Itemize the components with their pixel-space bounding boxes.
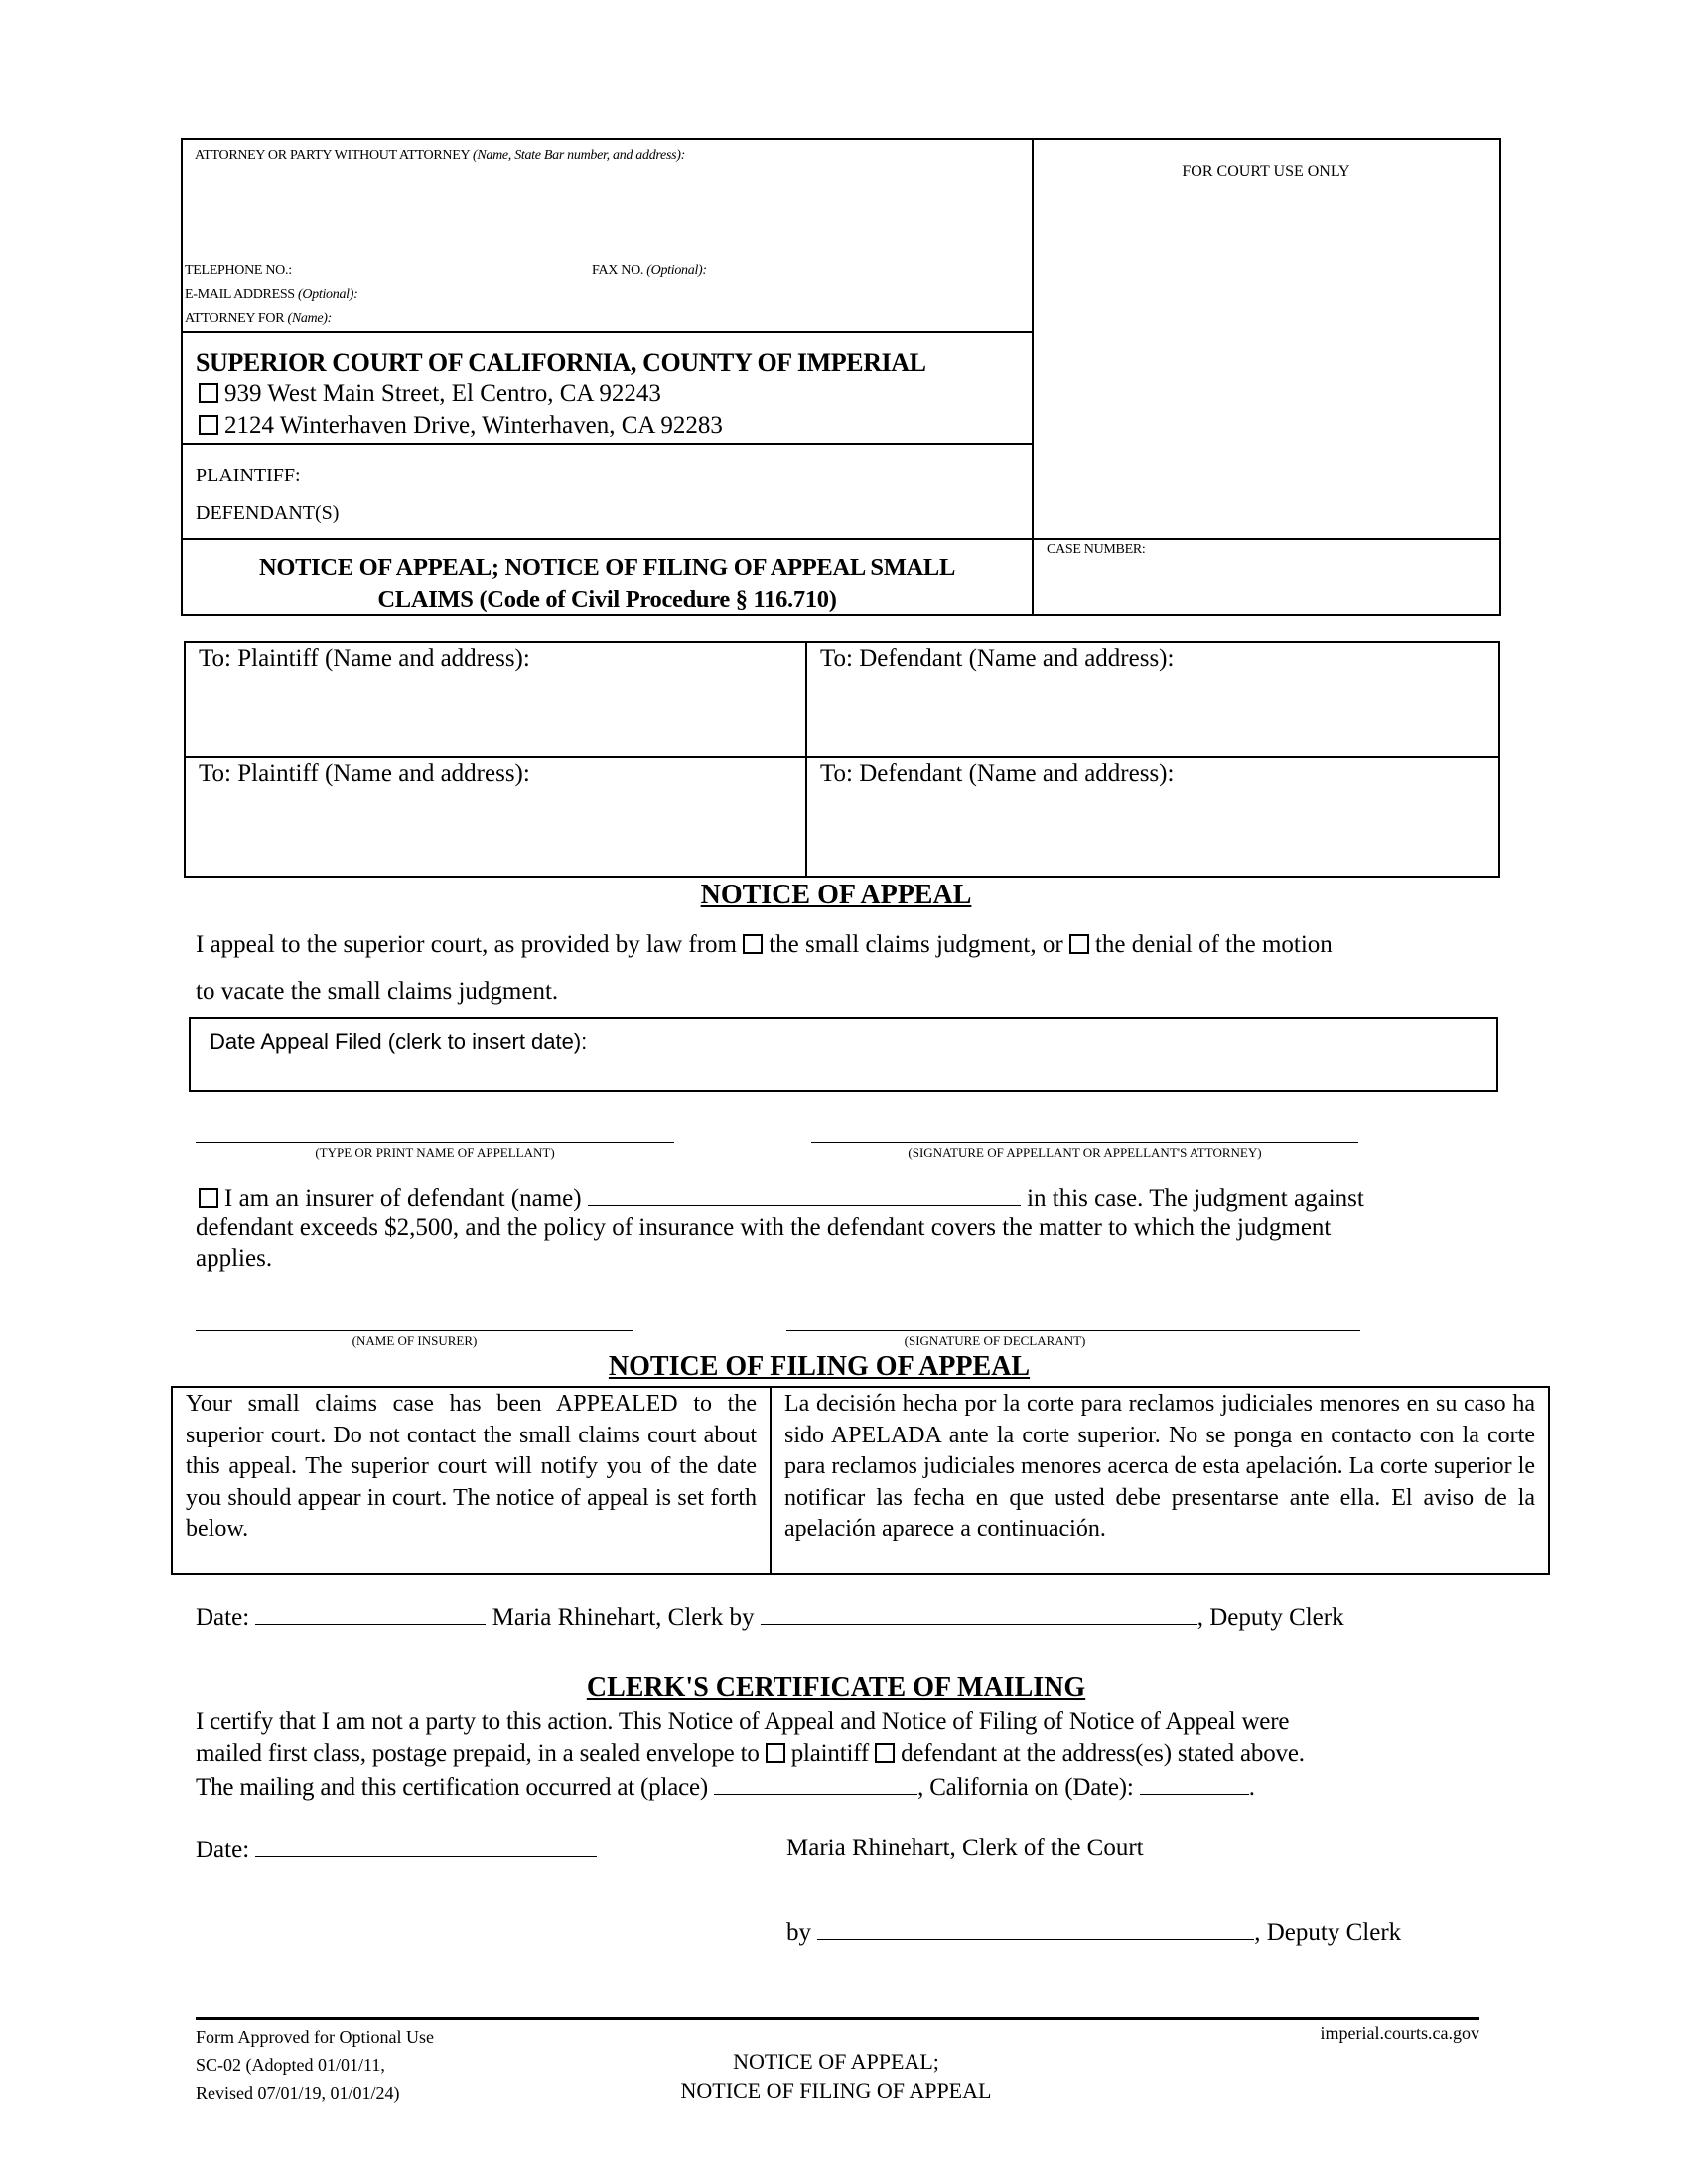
clerk-signature-row xyxy=(196,1602,1344,1632)
insurer-statement-line: defendant exceeds $2,500, and the policy of insurance with the defendant covers the matter to which the judgment xyxy=(196,1214,1332,1241)
defendant-label: DEFENDANT(S) xyxy=(196,502,340,524)
label: E-MAIL ADDRESS xyxy=(185,287,295,302)
form-info xyxy=(196,2023,434,2107)
certificate-line xyxy=(196,1740,1305,1768)
court-address-option-2[interactable] xyxy=(199,412,723,440)
insurer-statement-line: applies. xyxy=(196,1245,273,1272)
form-title-line: NOTICE OF APPEAL; NOTICE OF FILING OF APPEAL SMALL xyxy=(258,554,955,581)
notice-spanish: La decisión hecha por la corte para reclamos judiciales menores en su caso ha sido APELADA ante la corte superior. No se ponga en contacto con la corte para reclamos judiciales menores acerca de esta apelación. La corte superior le notificar las fecha en que usted debe presentarse ante ella. El aviso de la apelación aparece a continuación. xyxy=(784,1391,1535,1542)
date-field[interactable] xyxy=(255,1602,486,1625)
text: Maria Rhinehart, Clerk by xyxy=(492,1604,755,1631)
label: plaintiff xyxy=(790,1740,870,1767)
label: Date: xyxy=(196,1604,250,1631)
text: , California on (Date): xyxy=(917,1774,1134,1801)
attorney-for-field[interactable] xyxy=(185,311,332,327)
court-address-option-1[interactable] xyxy=(199,380,661,408)
appeal-statement xyxy=(196,931,1333,959)
label: ATTORNEY FOR xyxy=(185,311,285,326)
court-use-label: FOR COURT USE ONLY xyxy=(1182,163,1350,180)
defendant-address-field-2[interactable]: To: Defendant (Name and address): xyxy=(820,760,1175,787)
sig-label: (NAME OF INSURER) xyxy=(352,1333,478,1348)
label: CASE NUMBER: xyxy=(1047,542,1146,557)
text: by xyxy=(786,1919,811,1946)
notice-of-appeal-heading: NOTICE OF APPEAL xyxy=(700,880,972,910)
mailing-date-field[interactable] xyxy=(1140,1772,1249,1795)
footer-line: SC-02 (Adopted 01/01/11, xyxy=(196,2055,385,2075)
deputy-signature-field[interactable] xyxy=(761,1602,1197,1625)
place-field[interactable] xyxy=(714,1772,917,1795)
label: defendant at the address(es) stated above. xyxy=(901,1740,1305,1767)
label: the denial of the motion xyxy=(1094,931,1333,958)
text: I appeal to the superior court, as provided by law from xyxy=(196,931,737,958)
label: TELEPHONE NO.: xyxy=(185,263,292,278)
divider xyxy=(184,756,1500,758)
notice-english: Your small claims case has been APPEALED to the superior court. Do not contact the small claims court about this appeal. The superior court will notify you of the date you should appear in court. The notice of appeal is set forth below. xyxy=(186,1391,757,1542)
text: in this case. The judgment against xyxy=(1027,1185,1364,1212)
footer-line: Form Approved for Optional Use xyxy=(196,2027,434,2047)
divider xyxy=(770,1386,772,1575)
fax-field[interactable] xyxy=(592,263,707,279)
hint: (Optional): xyxy=(646,263,707,278)
divider xyxy=(805,641,807,878)
footer-website: imperial.courts.ca.gov xyxy=(1320,2023,1479,2043)
checkbox[interactable] xyxy=(199,383,218,403)
insurer-checkbox[interactable] xyxy=(199,1188,218,1208)
defendant-address-field-1[interactable]: To: Defendant (Name and address): xyxy=(820,645,1175,672)
date-appeal-filed-label: Date Appeal Filed (clerk to insert date): xyxy=(210,1029,588,1054)
telephone-field[interactable] xyxy=(185,263,292,279)
text: mailed first class, postage prepaid, in a sealed envelope to xyxy=(196,1740,760,1767)
clerk-of-court: Maria Rhinehart, Clerk of the Court xyxy=(786,1835,1144,1861)
label: Date: xyxy=(196,1837,250,1863)
denial-of-motion-checkbox[interactable] xyxy=(1069,934,1089,954)
caption-divider xyxy=(1032,138,1034,616)
appellant-name-line[interactable] xyxy=(196,1142,674,1143)
plaintiff-address-field-1[interactable]: To: Plaintiff (Name and address): xyxy=(199,645,530,672)
label: 2124 Winterhaven Drive, Winterhaven, CA 92283 xyxy=(224,412,723,439)
form-title-line: CLAIMS (Code of Civil Procedure § 116.710) xyxy=(377,586,837,613)
label: FAX NO. xyxy=(592,263,644,278)
certificate-line xyxy=(196,1772,1255,1802)
notice-of-filing-heading: NOTICE OF FILING OF APPEAL xyxy=(608,1351,1031,1382)
plaintiff-checkbox[interactable] xyxy=(766,1743,785,1763)
certificate-date-row xyxy=(196,1835,597,1864)
certificate-heading: CLERK'S CERTIFICATE OF MAILING xyxy=(586,1672,1086,1703)
insurer-name-field[interactable] xyxy=(588,1183,1021,1206)
email-field[interactable] xyxy=(185,287,357,303)
footer-line: NOTICE OF FILING OF APPEAL xyxy=(680,2078,992,2103)
sig-label: (SIGNATURE OF DECLARANT) xyxy=(904,1333,1086,1348)
text: . xyxy=(1248,1774,1255,1801)
certificate-deputy-row xyxy=(786,1917,1401,1947)
insurer-name-line[interactable] xyxy=(196,1330,633,1331)
attorney-field[interactable] xyxy=(195,148,685,164)
sig-label: (SIGNATURE OF APPELLANT OR APPELLANT'S ATTORNEY) xyxy=(908,1145,1262,1160)
text: The mailing and this certification occurred at (place) xyxy=(196,1774,709,1801)
footer-line: Revised 07/01/19, 01/01/24) xyxy=(196,2083,400,2103)
hint: (Optional): xyxy=(298,287,358,302)
text: I am an insurer of defendant (name) xyxy=(224,1185,582,1212)
certificate-date-field[interactable] xyxy=(255,1835,597,1857)
sig-label: (TYPE OR PRINT NAME OF APPELLANT) xyxy=(315,1145,555,1160)
footer-line: NOTICE OF APPEAL; xyxy=(733,2049,939,2074)
hint: (Name, State Bar number, and address): xyxy=(472,148,685,163)
small-claims-judgment-checkbox[interactable] xyxy=(743,934,763,954)
appellant-signature-line[interactable] xyxy=(811,1142,1358,1143)
plaintiff-address-field-2[interactable]: To: Plaintiff (Name and address): xyxy=(199,760,530,787)
text: , Deputy Clerk xyxy=(1254,1919,1402,1946)
divider xyxy=(181,331,1033,333)
declarant-signature-line[interactable] xyxy=(786,1330,1360,1331)
defendant-checkbox[interactable] xyxy=(875,1743,895,1763)
checkbox[interactable] xyxy=(199,415,218,435)
divider xyxy=(181,443,1033,445)
plaintiff-label: PLAINTIFF: xyxy=(196,465,301,486)
hint: (Name): xyxy=(287,311,333,326)
certificate-deputy-signature-field[interactable] xyxy=(817,1917,1254,1940)
footer-rule xyxy=(196,2017,1479,2020)
certificate-line: I certify that I am not a party to this action. This Notice of Appeal and Notice of Filing of Notice of Appeal were xyxy=(196,1708,1290,1735)
label: the small claims judgment, or xyxy=(769,931,1063,958)
appeal-statement-end: to vacate the small claims judgment. xyxy=(196,978,559,1005)
divider xyxy=(181,538,1501,540)
court-name: SUPERIOR COURT OF CALIFORNIA, COUNTY OF IMPERIAL xyxy=(196,348,926,377)
footer-title xyxy=(596,2047,1076,2105)
insurer-statement xyxy=(199,1183,1364,1213)
text: , Deputy Clerk xyxy=(1196,1604,1344,1631)
parties-box xyxy=(184,641,1500,878)
label: 939 West Main Street, El Centro, CA 92243 xyxy=(224,380,661,407)
form-title xyxy=(183,552,1032,615)
case-number-field[interactable] xyxy=(1047,542,1145,558)
label: ATTORNEY OR PARTY WITHOUT ATTORNEY xyxy=(195,148,470,163)
